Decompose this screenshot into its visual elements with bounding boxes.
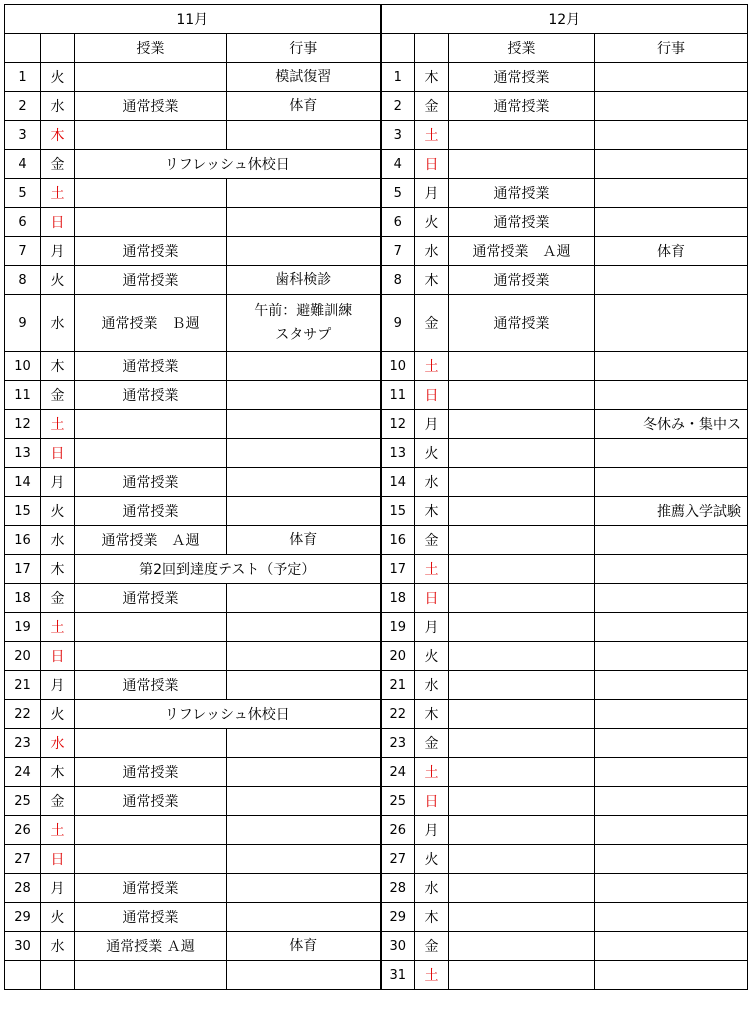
dec-day-number: 9 xyxy=(381,295,415,352)
dec-day-number: 1 xyxy=(381,63,415,92)
nov-event xyxy=(227,237,381,266)
dec-day-of-week: 月 xyxy=(415,613,449,642)
calendar-row xyxy=(5,150,748,179)
calendar-row xyxy=(5,92,748,121)
dec-event xyxy=(595,121,748,150)
column-header-row xyxy=(5,34,748,63)
nov-lesson xyxy=(75,961,227,990)
dec-day-of-week: 木 xyxy=(415,63,449,92)
dec-event xyxy=(595,787,748,816)
calendar-row xyxy=(5,961,748,990)
dec-day-of-week: 木 xyxy=(415,497,449,526)
dec-event xyxy=(595,961,748,990)
dec-day-number: 25 xyxy=(381,787,415,816)
nov-lesson xyxy=(75,816,227,845)
nov-day-of-week: 金 xyxy=(41,584,75,613)
nov-span-note: リフレッシュ休校日 xyxy=(75,150,381,179)
nov-day-number: 22 xyxy=(5,700,41,729)
dec-day-number: 14 xyxy=(381,468,415,497)
nov-event xyxy=(227,961,381,990)
dec-day-of-week: 水 xyxy=(415,671,449,700)
nov-day-of-week: 日 xyxy=(41,845,75,874)
nov-day-number: 18 xyxy=(5,584,41,613)
nov-day-number: 23 xyxy=(5,729,41,758)
nov-event: 歯科検診 xyxy=(227,266,381,295)
dec-day-of-week: 月 xyxy=(415,179,449,208)
nov-lesson: 通常授業 Ｂ週 xyxy=(75,295,227,352)
nov-event xyxy=(227,787,381,816)
dec-lesson: 通常授業 xyxy=(449,266,595,295)
nov-lesson: 通常授業 xyxy=(75,903,227,932)
dec-day-of-week: 日 xyxy=(415,381,449,410)
calendar-row xyxy=(5,439,748,468)
nov-event xyxy=(227,874,381,903)
dec-day-number: 26 xyxy=(381,816,415,845)
nov-event xyxy=(227,671,381,700)
dec-event: 冬休み・集中ス xyxy=(595,410,748,439)
nov-day-number: 13 xyxy=(5,439,41,468)
month-header-row xyxy=(5,5,748,34)
dec-day-number: 24 xyxy=(381,758,415,787)
dec-lesson xyxy=(449,439,595,468)
nov-day-number: 15 xyxy=(5,497,41,526)
nov-day-of-week: 水 xyxy=(41,729,75,758)
calendar-row xyxy=(5,555,748,584)
nov-lesson: 通常授業 xyxy=(75,381,227,410)
dec-lesson xyxy=(449,961,595,990)
col-header-event-nov: 行事 xyxy=(227,34,381,63)
dec-day-of-week: 金 xyxy=(415,729,449,758)
dec-event xyxy=(595,642,748,671)
nov-event xyxy=(227,758,381,787)
calendar-row xyxy=(5,700,748,729)
dec-lesson xyxy=(449,700,595,729)
dec-lesson xyxy=(449,613,595,642)
nov-day-of-week: 土 xyxy=(41,410,75,439)
dec-day-number: 18 xyxy=(381,584,415,613)
school-calendar-table xyxy=(4,4,748,990)
dec-lesson xyxy=(449,497,595,526)
col-header-event-dec: 行事 xyxy=(595,34,748,63)
nov-lesson xyxy=(75,179,227,208)
dec-day-number: 12 xyxy=(381,410,415,439)
nov-lesson xyxy=(75,121,227,150)
dec-day-of-week: 土 xyxy=(415,352,449,381)
nov-day-of-week: 金 xyxy=(41,787,75,816)
nov-day-number: 25 xyxy=(5,787,41,816)
dec-lesson xyxy=(449,816,595,845)
dec-day-of-week: 火 xyxy=(415,642,449,671)
dec-lesson xyxy=(449,150,595,179)
nov-lesson xyxy=(75,845,227,874)
dec-event xyxy=(595,584,748,613)
nov-day-of-week: 土 xyxy=(41,613,75,642)
dec-day-of-week: 火 xyxy=(415,208,449,237)
nov-event: 模試復習 xyxy=(227,63,381,92)
nov-event xyxy=(227,816,381,845)
nov-day-number: 9 xyxy=(5,295,41,352)
nov-day-number: 3 xyxy=(5,121,41,150)
nov-day-of-week: 木 xyxy=(41,555,75,584)
dec-day-of-week: 月 xyxy=(415,410,449,439)
dec-event xyxy=(595,874,748,903)
col-header-day xyxy=(5,34,41,63)
col-header-lesson-dec: 授業 xyxy=(449,34,595,63)
dec-day-number: 27 xyxy=(381,845,415,874)
nov-day-of-week: 月 xyxy=(41,468,75,497)
dec-lesson: 通常授業 xyxy=(449,92,595,121)
nov-day-of-week: 木 xyxy=(41,758,75,787)
dec-event xyxy=(595,613,748,642)
nov-day-number: 29 xyxy=(5,903,41,932)
dec-event xyxy=(595,63,748,92)
nov-day-number: 11 xyxy=(5,381,41,410)
dec-lesson: 通常授業 Ａ週 xyxy=(449,237,595,266)
dec-event xyxy=(595,92,748,121)
dec-event xyxy=(595,845,748,874)
nov-day-number: 27 xyxy=(5,845,41,874)
dec-lesson xyxy=(449,787,595,816)
nov-event xyxy=(227,410,381,439)
calendar-row xyxy=(5,208,748,237)
nov-day-number: 28 xyxy=(5,874,41,903)
dec-day-number: 28 xyxy=(381,874,415,903)
dec-event xyxy=(595,700,748,729)
dec-day-number: 23 xyxy=(381,729,415,758)
dec-event xyxy=(595,150,748,179)
nov-event xyxy=(227,179,381,208)
dec-day-of-week: 金 xyxy=(415,295,449,352)
calendar-row xyxy=(5,266,748,295)
dec-day-number: 3 xyxy=(381,121,415,150)
nov-event xyxy=(227,381,381,410)
dec-event xyxy=(595,295,748,352)
nov-event: 体育 xyxy=(227,932,381,961)
dec-day-number: 11 xyxy=(381,381,415,410)
dec-day-of-week: 火 xyxy=(415,439,449,468)
col-header-dow xyxy=(415,34,449,63)
nov-lesson: 通常授業 xyxy=(75,237,227,266)
nov-day-number: 1 xyxy=(5,63,41,92)
dec-day-of-week: 金 xyxy=(415,92,449,121)
nov-day-number: 20 xyxy=(5,642,41,671)
nov-event xyxy=(227,584,381,613)
nov-lesson xyxy=(75,729,227,758)
nov-day-number: 4 xyxy=(5,150,41,179)
calendar-row xyxy=(5,613,748,642)
nov-event xyxy=(227,613,381,642)
dec-lesson xyxy=(449,642,595,671)
dec-day-of-week: 金 xyxy=(415,932,449,961)
calendar-row xyxy=(5,381,748,410)
calendar-row xyxy=(5,468,748,497)
nov-day-number: 12 xyxy=(5,410,41,439)
dec-event xyxy=(595,526,748,555)
nov-day-of-week: 月 xyxy=(41,671,75,700)
dec-day-number: 29 xyxy=(381,903,415,932)
nov-day-of-week: 土 xyxy=(41,816,75,845)
nov-day-of-week xyxy=(41,961,75,990)
dec-lesson xyxy=(449,381,595,410)
calendar-row xyxy=(5,642,748,671)
nov-day-of-week: 月 xyxy=(41,874,75,903)
calendar-row xyxy=(5,932,748,961)
nov-day-of-week: 木 xyxy=(41,121,75,150)
dec-event xyxy=(595,381,748,410)
col-header-day xyxy=(381,34,415,63)
nov-day-number: 16 xyxy=(5,526,41,555)
dec-day-of-week: 火 xyxy=(415,845,449,874)
dec-event xyxy=(595,439,748,468)
dec-day-of-week: 土 xyxy=(415,555,449,584)
nov-lesson: 通常授業 xyxy=(75,671,227,700)
dec-lesson xyxy=(449,410,595,439)
dec-event xyxy=(595,932,748,961)
dec-lesson: 通常授業 xyxy=(449,63,595,92)
nov-day-number: 14 xyxy=(5,468,41,497)
calendar-row xyxy=(5,526,748,555)
nov-day-of-week: 金 xyxy=(41,381,75,410)
calendar-row xyxy=(5,787,748,816)
nov-day-of-week: 日 xyxy=(41,208,75,237)
dec-lesson xyxy=(449,932,595,961)
nov-lesson: 通常授業 xyxy=(75,787,227,816)
calendar-row xyxy=(5,874,748,903)
dec-day-of-week: 日 xyxy=(415,150,449,179)
nov-day-number: 26 xyxy=(5,816,41,845)
dec-lesson: 通常授業 xyxy=(449,208,595,237)
calendar-row xyxy=(5,584,748,613)
nov-day-of-week: 火 xyxy=(41,700,75,729)
calendar-row xyxy=(5,121,748,150)
nov-day-number: 19 xyxy=(5,613,41,642)
calendar-row xyxy=(5,758,748,787)
nov-day-of-week: 土 xyxy=(41,179,75,208)
nov-lesson: 通常授業 xyxy=(75,758,227,787)
dec-event xyxy=(595,671,748,700)
dec-lesson xyxy=(449,845,595,874)
dec-lesson xyxy=(449,121,595,150)
dec-day-number: 2 xyxy=(381,92,415,121)
dec-day-of-week: 木 xyxy=(415,266,449,295)
dec-day-number: 19 xyxy=(381,613,415,642)
dec-day-of-week: 木 xyxy=(415,903,449,932)
dec-day-of-week: 土 xyxy=(415,758,449,787)
month-header-december: 12月 xyxy=(381,5,748,34)
nov-event: 体育 xyxy=(227,92,381,121)
nov-day-number: 8 xyxy=(5,266,41,295)
nov-lesson: 通常授業 Ａ週 xyxy=(75,932,227,961)
nov-lesson: 通常授業 xyxy=(75,584,227,613)
nov-event: 体育 xyxy=(227,526,381,555)
nov-day-number xyxy=(5,961,41,990)
nov-day-of-week: 日 xyxy=(41,642,75,671)
nov-day-of-week: 火 xyxy=(41,497,75,526)
dec-event xyxy=(595,903,748,932)
nov-event xyxy=(227,497,381,526)
calendar-row xyxy=(5,845,748,874)
calendar-row xyxy=(5,295,748,352)
dec-day-number: 4 xyxy=(381,150,415,179)
nov-day-of-week: 木 xyxy=(41,352,75,381)
nov-day-of-week: 火 xyxy=(41,903,75,932)
dec-event xyxy=(595,208,748,237)
dec-day-number: 22 xyxy=(381,700,415,729)
dec-event xyxy=(595,468,748,497)
nov-lesson xyxy=(75,208,227,237)
dec-day-of-week: 月 xyxy=(415,816,449,845)
dec-day-number: 21 xyxy=(381,671,415,700)
dec-day-number: 15 xyxy=(381,497,415,526)
dec-event: 推薦入学試験 xyxy=(595,497,748,526)
dec-event xyxy=(595,555,748,584)
calendar-row xyxy=(5,729,748,758)
nov-lesson xyxy=(75,410,227,439)
nov-day-number: 21 xyxy=(5,671,41,700)
dec-day-number: 13 xyxy=(381,439,415,468)
calendar-row xyxy=(5,671,748,700)
nov-lesson: 通常授業 xyxy=(75,497,227,526)
nov-day-of-week: 月 xyxy=(41,237,75,266)
dec-event xyxy=(595,729,748,758)
dec-lesson xyxy=(449,526,595,555)
calendar-row xyxy=(5,237,748,266)
nov-event xyxy=(227,439,381,468)
dec-lesson: 通常授業 xyxy=(449,179,595,208)
dec-day-number: 6 xyxy=(381,208,415,237)
dec-day-number: 5 xyxy=(381,179,415,208)
nov-lesson: 通常授業 xyxy=(75,92,227,121)
nov-lesson: 通常授業 Ａ週 xyxy=(75,526,227,555)
dec-day-of-week: 木 xyxy=(415,700,449,729)
nov-span-note: 第2回到達度テスト（予定） xyxy=(75,555,381,584)
calendar-row xyxy=(5,816,748,845)
nov-day-number: 17 xyxy=(5,555,41,584)
dec-lesson xyxy=(449,468,595,497)
month-header-november: 11月 xyxy=(5,5,381,34)
col-header-dow xyxy=(41,34,75,63)
nov-day-of-week: 水 xyxy=(41,295,75,352)
nov-lesson: 通常授業 xyxy=(75,266,227,295)
nov-day-number: 5 xyxy=(5,179,41,208)
dec-day-number: 16 xyxy=(381,526,415,555)
nov-span-note: リフレッシュ休校日 xyxy=(75,700,381,729)
dec-lesson xyxy=(449,903,595,932)
dec-day-of-week: 金 xyxy=(415,526,449,555)
dec-lesson xyxy=(449,352,595,381)
nov-day-of-week: 火 xyxy=(41,266,75,295)
dec-lesson xyxy=(449,874,595,903)
nov-day-of-week: 金 xyxy=(41,150,75,179)
nov-event xyxy=(227,642,381,671)
dec-day-number: 30 xyxy=(381,932,415,961)
calendar-row xyxy=(5,497,748,526)
nov-event xyxy=(227,352,381,381)
dec-event: 体育 xyxy=(595,237,748,266)
dec-event xyxy=(595,758,748,787)
dec-event xyxy=(595,352,748,381)
dec-day-of-week: 水 xyxy=(415,237,449,266)
nov-day-number: 24 xyxy=(5,758,41,787)
nov-day-number: 7 xyxy=(5,237,41,266)
calendar-row xyxy=(5,410,748,439)
dec-lesson xyxy=(449,555,595,584)
nov-event xyxy=(227,121,381,150)
nov-lesson: 通常授業 xyxy=(75,874,227,903)
dec-day-number: 17 xyxy=(381,555,415,584)
nov-lesson xyxy=(75,63,227,92)
nov-event xyxy=(227,845,381,874)
nov-event xyxy=(227,729,381,758)
dec-day-number: 7 xyxy=(381,237,415,266)
nov-day-number: 10 xyxy=(5,352,41,381)
nov-day-of-week: 火 xyxy=(41,63,75,92)
nov-day-of-week: 水 xyxy=(41,526,75,555)
nov-day-of-week: 水 xyxy=(41,92,75,121)
dec-lesson xyxy=(449,584,595,613)
nov-event xyxy=(227,903,381,932)
dec-lesson xyxy=(449,758,595,787)
dec-day-of-week: 水 xyxy=(415,874,449,903)
dec-day-number: 20 xyxy=(381,642,415,671)
dec-event xyxy=(595,179,748,208)
dec-day-number: 31 xyxy=(381,961,415,990)
dec-event xyxy=(595,266,748,295)
nov-lesson xyxy=(75,642,227,671)
dec-day-number: 10 xyxy=(381,352,415,381)
calendar-row xyxy=(5,63,748,92)
nov-day-number: 6 xyxy=(5,208,41,237)
nov-lesson: 通常授業 xyxy=(75,352,227,381)
nov-day-number: 2 xyxy=(5,92,41,121)
nov-day-of-week: 水 xyxy=(41,932,75,961)
nov-lesson: 通常授業 xyxy=(75,468,227,497)
calendar-row xyxy=(5,903,748,932)
nov-event xyxy=(227,208,381,237)
dec-event xyxy=(595,816,748,845)
col-header-lesson-nov: 授業 xyxy=(75,34,227,63)
dec-lesson xyxy=(449,729,595,758)
dec-day-of-week: 土 xyxy=(415,961,449,990)
nov-lesson xyxy=(75,439,227,468)
nov-event: 午前：避難訓練 スタサプ xyxy=(227,295,381,352)
dec-lesson: 通常授業 xyxy=(449,295,595,352)
dec-day-of-week: 水 xyxy=(415,468,449,497)
dec-lesson xyxy=(449,671,595,700)
dec-day-of-week: 日 xyxy=(415,787,449,816)
dec-day-number: 8 xyxy=(381,266,415,295)
nov-event xyxy=(227,468,381,497)
nov-day-number: 30 xyxy=(5,932,41,961)
calendar-row xyxy=(5,352,748,381)
dec-day-of-week: 土 xyxy=(415,121,449,150)
nov-lesson xyxy=(75,613,227,642)
dec-day-of-week: 日 xyxy=(415,584,449,613)
calendar-row xyxy=(5,179,748,208)
nov-day-of-week: 日 xyxy=(41,439,75,468)
